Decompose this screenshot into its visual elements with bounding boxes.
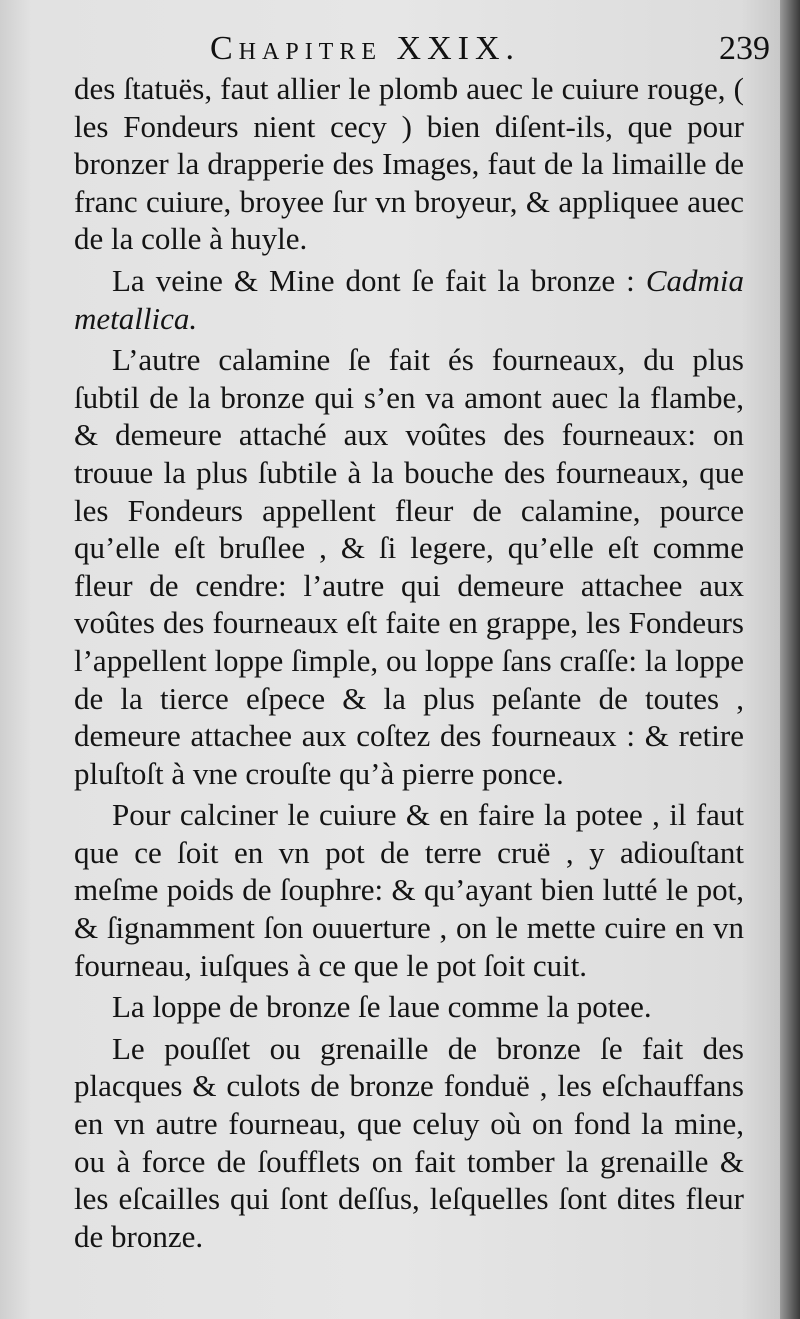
paragraph-text: Le pouſſet ou grenaille de bronze ſe fait des placques & culots de bronze fonduë , les eſchauffans en vn autre fourneau, que celuy où on fond la mine, ou à force de ſoufflets on fait tomber la grenaille & les eſcailles qui ſont deſſus, leſquelles ſont dites fleur de bronze. [74,1030,744,1254]
paragraph-text: des ſtatuës, faut allier le plomb auec le cuiure rouge, ( les Fondeurs nient cecy ) bien diſent-ils, que pour bronzer la drapperie des Images, faut de la limaille de franc cuiure, broyee ſur vn broyeur, & appliquee auec de la colle à huyle. [74,71,744,257]
paragraph-vein-and-mine [74,262,744,337]
paragraph-text: La loppe de bronze ſe laue comme la potee. [112,989,652,1025]
running-head: Chapitre XXIX. [210,30,520,67]
book-gutter-edge [780,0,800,1319]
page-header [210,30,770,74]
paragraph-calcination [74,796,744,984]
page-number: 239 [719,30,770,67]
paragraph-text: L’autre calamine ſe fait és fourneaux, du plus ſubtil de la bronze qui s’en va amont auec la flambe, & demeure attaché aux voûtes des fourneaux: on trouue la plus ſubtile à la bouche des fourneaux, que les Fondeurs appellent fleur de calamine, pource qu’elle eſt bruſlee , & ſi legere, qu’elle eſt comme fleur de cendre: l’autre qui demeure attachee aux voûtes des fourneaux eſt faite en grappe, les Fondeurs l’appellent loppe ſimple, ou loppe ſans craſſe: la loppe de la tierce eſpece & la plus peſante de toutes , demeure attachee aux coſtez des fourneaux : & retire pluſtoſt à vne crouſte qu’à pierre ponce. [74,342,744,791]
latin-term: Cadmia metallica. [74,262,744,336]
body-text [74,70,744,1255]
paragraph-text: Pour calciner le cuiure & en faire la potee , il faut que ce ſoit en vn pot de terre cruë , y adiouſtant meſme poids de ſouphre: & qu’ayant bien lutté le pot, & ſignamment ſon ouuerture , on le mette cuire en vn fourneau, iuſques à ce que le pot ſoit cuit. [74,797,744,983]
paragraph-calamine [74,341,744,792]
paragraph-continuation [74,70,744,258]
paragraph-loppe [74,988,744,1026]
paragraph-text: La veine & Mine dont ſe fait la bronze : [112,262,646,298]
paragraph-grenaille [74,1030,744,1256]
